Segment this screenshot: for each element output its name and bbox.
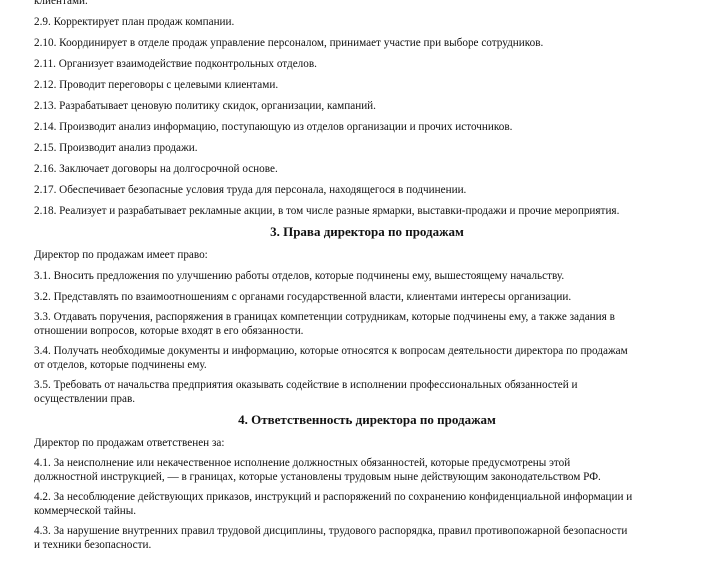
duty-item: 2.16. Заключает договоры на долгосрочной основе.: [34, 163, 278, 175]
duty-item: 2.18. Реализует и разрабатывает рекламные акции, в том числе разные ярмарки, выставки-продажи и прочие мероприятия.: [34, 205, 620, 217]
responsibility-item-line: 4.1. За неисполнение или некачественное исполнение должностных обязанностей, которые предусмотрены этой: [34, 457, 571, 469]
document-page: [34, 0, 700, 559]
section-4-intro: Директор по продажам ответственен за:: [34, 437, 225, 449]
responsibility-item: [34, 491, 700, 518]
section-3-heading: 3. Права директора по продажам: [270, 224, 464, 239]
responsibility-item-line: и техники безопасности.: [34, 538, 152, 551]
responsibility-item: [34, 457, 700, 484]
responsibility-item: [34, 525, 700, 552]
rights-item-line: 3.5. Требовать от начальства предприятия оказывать содействие в исполнении профессиональных обязанностей и: [34, 379, 578, 391]
duty-item: 2.9. Корректирует план продаж компании.: [34, 16, 235, 28]
section-4-heading: 4. Ответственность директора по продажам: [238, 412, 496, 427]
duty-item: 2.11. Организует взаимодействие подконтрольных отделов.: [34, 58, 317, 70]
responsibility-item-line: коммерческой тайны.: [34, 504, 137, 517]
responsibility-item-line: 4.2. За несоблюдение действующих приказов, инструкций и распоряжений по сохранению конфиденциальной информации и: [34, 491, 633, 503]
duty-item: 2.14. Производит анализ информацию, поступающую из отделов организации и прочих источников.: [34, 121, 513, 133]
rights-item-line: 3.1. Вносить предложения по улучшению работы отделов, которые подчинены ему, вышестоящему начальству.: [34, 270, 565, 282]
rights-item: [34, 290, 700, 304]
rights-item: [34, 345, 700, 372]
duty-item: 2.17. Обеспечивает безопасные условия труда для персонала, находящегося в подчинении.: [34, 184, 467, 196]
rights-item-line: отношении вопросов, которые входят в его обязанности.: [34, 324, 304, 337]
rights-item: [34, 269, 700, 283]
section-3-intro: Директор по продажам имеет право:: [34, 249, 208, 261]
rights-item-line: 3.3. Отдавать поручения, распоряжения в границах компетенции сотрудникам, которые подчинены ему, а также задания в: [34, 311, 615, 323]
rights-item-line: осуществлении прав.: [34, 392, 136, 405]
rights-item: [34, 311, 700, 338]
duty-item: 2.13. Разрабатывает ценовую политику скидок, организации, кампаний.: [34, 100, 376, 112]
rights-item-line: 3.4. Получать необходимые документы и информацию, которые относятся к вопросам деятельности директора по продажам: [34, 345, 628, 357]
rights-item: [34, 379, 700, 406]
responsibility-item-line: должностной инструкцией, — в границах, которые установлены трудовым ныне действующим законодательством РФ.: [34, 470, 601, 483]
rights-item-line: от отделов, которые подчинены ему.: [34, 358, 207, 371]
responsibility-item-line: 4.3. За нарушение внутренних правил трудовой дисциплины, трудового распорядка, правил противопожарной безопасности: [34, 525, 628, 537]
rights-item-line: 3.2. Представлять по взаимоотношениям с органами государственной власти, клиентами интересы организации.: [34, 291, 572, 303]
top-fragment: клиентами.: [34, 0, 88, 7]
duty-item: 2.12. Проводит переговоры с целевыми клиентами.: [34, 79, 279, 91]
duty-item: 2.10. Координирует в отделе продаж управление персоналом, принимает участие при выборе сотрудников.: [34, 37, 544, 49]
duties-list: [34, 15, 700, 218]
duty-item: 2.15. Производит анализ продажи.: [34, 142, 198, 154]
